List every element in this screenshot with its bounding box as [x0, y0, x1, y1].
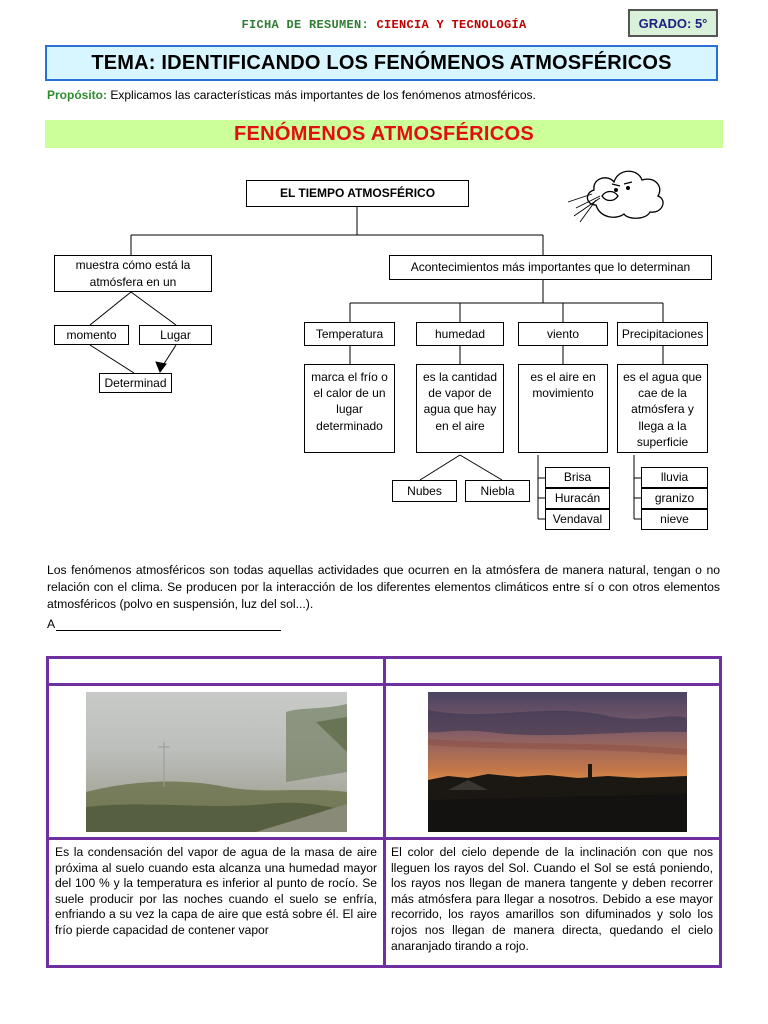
fog-description: Es la condensación del vapor de agua de la masa de aire próxima al suelo cuando esta alcanza una humedad mayor del 100 % y la temperatura es inferior al punto de rocío. Se suele producir por las noches cuando el suelo se enfría, enfriando a su vez la capa de aire que está sobre él. El aire frío pierde capacidad de contener vapor	[55, 845, 377, 937]
grade-badge: GRADO: 5°	[628, 9, 718, 37]
sunset-description: El color del cielo depende de la inclinación con que nos lleguen los rayos del Sol. Cuando el Sol se está poniendo, los rayos nos llegan de manera tangente y deben recorrer más atmósfera para llegar a nosotros. Debido a ese mayor recorrido, los rayos amarillos son difuminados y solo los rojos nos llegan de manera directa, quedando el cielo anaranjado tirando a rojo.	[391, 845, 713, 953]
table-header-divider	[46, 683, 722, 686]
sub-granizo: granizo	[641, 488, 708, 509]
desc-viento: es el aire en movimiento	[518, 364, 608, 453]
left-header-cell[interactable]	[50, 660, 380, 682]
desc-temperatura: marca el frío o el calor de un lugar determinado	[304, 364, 395, 453]
desc-precipitaciones: es el agua que cae de la atmósfera y llega a la superficie	[617, 364, 708, 453]
page-title: TEMA: IDENTIFICANDO LOS FENÓMENOS ATMOSFÉRICOS	[45, 45, 718, 81]
fog-photo	[86, 692, 347, 832]
wind-cloud-icon	[566, 160, 676, 230]
answer-prefix: A	[47, 617, 56, 631]
sub-brisa: Brisa	[545, 467, 610, 488]
intro-paragraph: Los fenómenos atmosféricos son todas aquellas actividades que ocurren en la atmósfera de manera natural, tengan o no relación con el clima. Se producen por la interacción de los diferentes elementos climáticos entre sí o con otros elementos atmosféricos (polvo en suspensión, luz del sol...).	[47, 563, 720, 611]
lugar-box: Lugar	[139, 325, 212, 345]
sub-nieve: nieve	[641, 509, 708, 530]
sub-vendaval: Vendaval	[545, 509, 610, 530]
left-branch-box: muestra cómo está la atmósfera en un	[54, 255, 212, 292]
momento-box: momento	[54, 325, 129, 345]
section-banner: FENÓMENOS ATMOSFÉRICOS	[45, 120, 723, 148]
cat-temperatura: Temperatura	[304, 322, 395, 346]
desc-humedad: es la cantidad de vapor de agua que hay en el aire	[416, 364, 504, 453]
sub-niebla: Niebla	[465, 480, 530, 502]
purpose-text: Explicamos las características más importantes de los fenómenos atmosféricos.	[110, 88, 536, 102]
root-box: EL TIEMPO ATMOSFÉRICO	[246, 180, 469, 207]
header-subject: CIENCIA Y TECNOLOGÍA	[376, 18, 527, 32]
purpose-label: Propósito:	[47, 88, 107, 102]
sunset-photo	[428, 692, 687, 832]
sub-nubes: Nubes	[392, 480, 457, 502]
sub-lluvia: lluvia	[641, 467, 708, 488]
cat-viento: viento	[518, 322, 608, 346]
table-image-divider	[46, 837, 722, 840]
sub-huracan: Huracán	[545, 488, 610, 509]
table-column-divider	[383, 656, 386, 968]
cat-humedad: humedad	[416, 322, 504, 346]
cat-precipitaciones: Precipitaciones	[617, 322, 708, 346]
right-branch-box: Acontecimientos más importantes que lo determinan	[389, 255, 712, 280]
right-header-cell[interactable]	[388, 660, 718, 682]
header-prefix: FICHA DE RESUMEN:	[241, 18, 369, 32]
determinad-box: Determinad	[99, 373, 172, 393]
answer-line[interactable]	[56, 630, 281, 631]
